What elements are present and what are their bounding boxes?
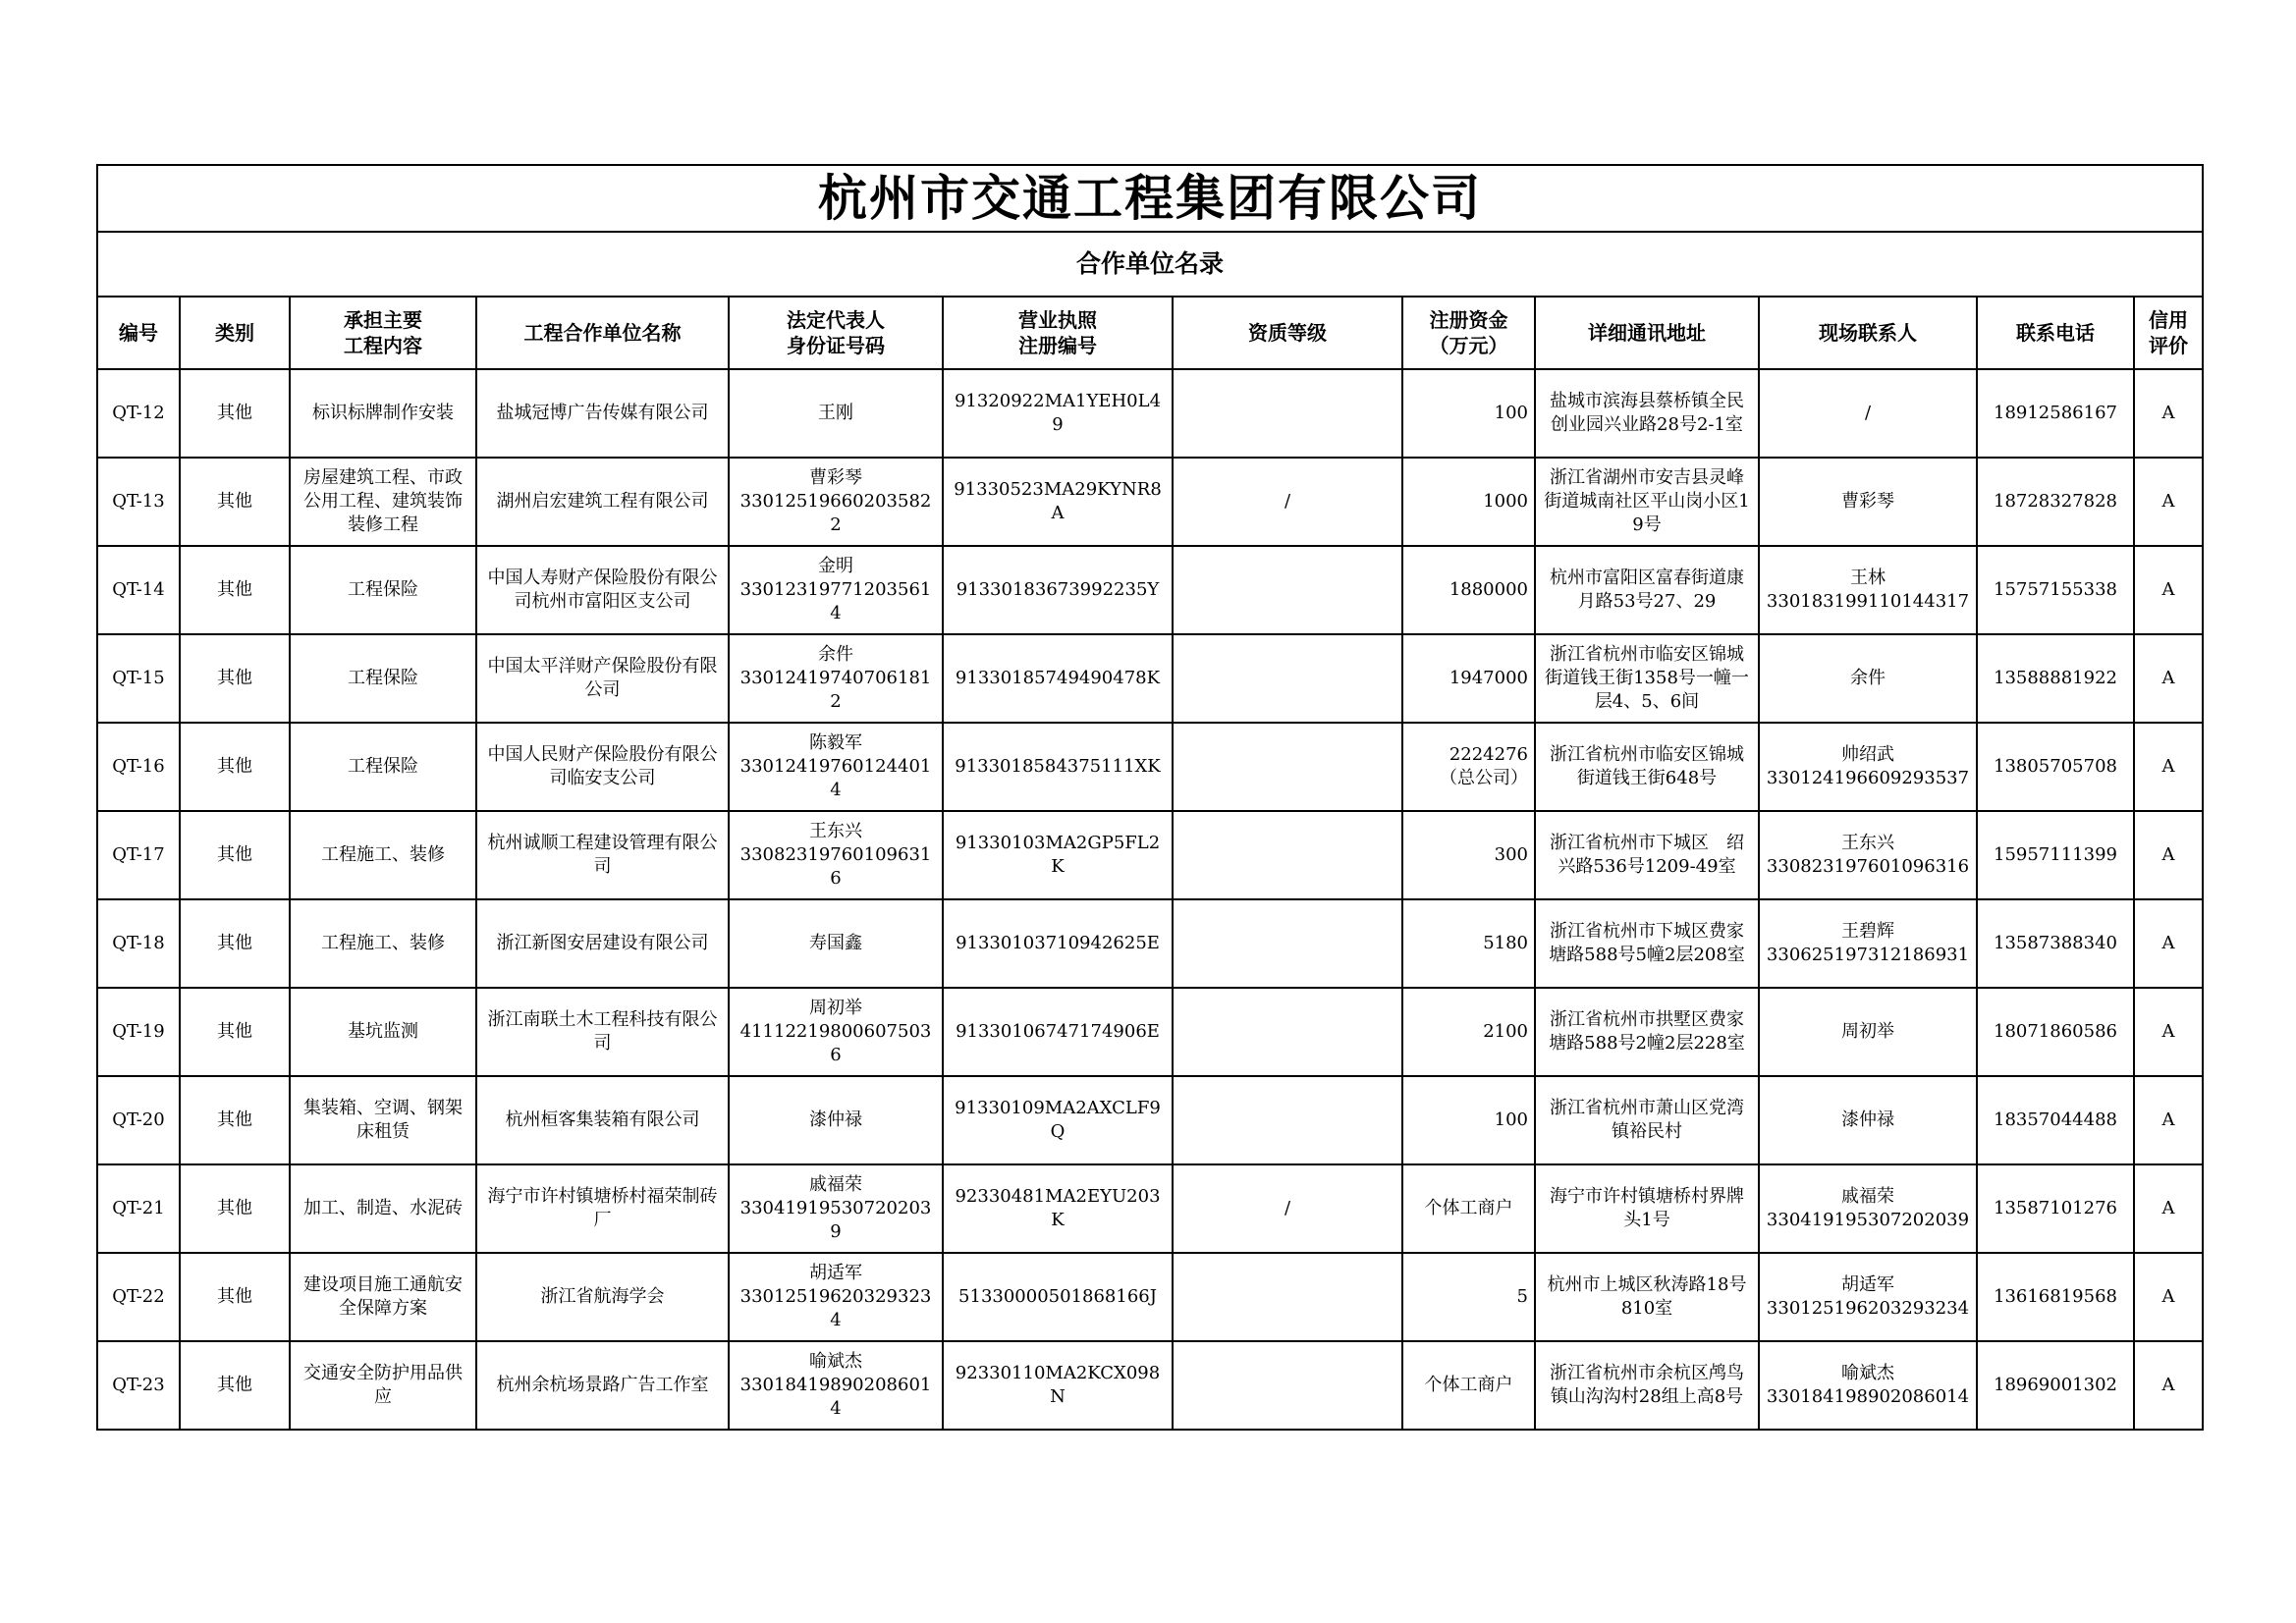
cell-credit: A (2134, 1341, 2203, 1430)
table-row (97, 1253, 2203, 1341)
cell-contact: 周初举 (1759, 988, 1977, 1076)
cell-code: QT-13 (97, 458, 180, 546)
cell-code: QT-12 (97, 369, 180, 458)
table-row (97, 1164, 2203, 1253)
cell-phone: 18969001302 (1977, 1341, 2134, 1430)
cell-category: 其他 (180, 988, 290, 1076)
cell-code: QT-16 (97, 723, 180, 811)
cell-capital: 1000 (1402, 458, 1535, 546)
cell-contact: 王林 330183199110144317 (1759, 546, 1977, 634)
header-scope: 承担主要 工程内容 (290, 297, 476, 369)
cell-contact: 王东兴 330823197601096316 (1759, 811, 1977, 899)
cell-contact: 帅绍武 330124196609293537 (1759, 723, 1977, 811)
cell-scope: 标识标牌制作安装 (290, 369, 476, 458)
cell-address: 浙江省湖州市安吉县灵峰街道城南社区平山岗小区19号 (1535, 458, 1759, 546)
cell-category: 其他 (180, 1253, 290, 1341)
cell-scope: 建设项目施工通航安全保障方案 (290, 1253, 476, 1341)
cell-partner-name: 浙江南联土木工程科技有限公司 (476, 988, 729, 1076)
cell-legal-rep: 周初举 411122198006075036 (729, 988, 943, 1076)
cell-code: QT-20 (97, 1076, 180, 1164)
cell-license: 91330103MA2GP5FL2K (943, 811, 1173, 899)
cell-legal-rep: 王东兴 330823197601096316 (729, 811, 943, 899)
cell-credit: A (2134, 369, 2203, 458)
cell-partner-name: 海宁市许村镇塘桥村福荣制砖厂 (476, 1164, 729, 1253)
cell-legal-rep: 陈毅军 330124197601244014 (729, 723, 943, 811)
cell-phone: 18357044488 (1977, 1076, 2134, 1164)
cell-address: 浙江省杭州市临安区锦城街道钱王街648号 (1535, 723, 1759, 811)
cell-code: QT-23 (97, 1341, 180, 1430)
cell-partner-name: 中国人寿财产保险股份有限公司杭州市富阳区支公司 (476, 546, 729, 634)
cell-legal-rep: 喻斌杰 330184198902086014 (729, 1341, 943, 1430)
cell-category: 其他 (180, 899, 290, 988)
cell-qualification (1173, 1341, 1402, 1430)
cell-partner-name: 杭州桓客集装箱有限公司 (476, 1076, 729, 1164)
cell-license: 91330183673992235Y (943, 546, 1173, 634)
cell-scope: 基坑监测 (290, 988, 476, 1076)
cell-phone: 15757155338 (1977, 546, 2134, 634)
table-row (97, 1341, 2203, 1430)
cell-category: 其他 (180, 1164, 290, 1253)
cell-code: QT-19 (97, 988, 180, 1076)
cell-code: QT-14 (97, 546, 180, 634)
header-phone: 联系电话 (1977, 297, 2134, 369)
cell-phone: 13587101276 (1977, 1164, 2134, 1253)
cell-scope: 房屋建筑工程、市政公用工程、建筑装饰装修工程 (290, 458, 476, 546)
header-capital: 注册资金 （万元） (1402, 297, 1535, 369)
cell-contact: 胡适军 330125196203293234 (1759, 1253, 1977, 1341)
cell-credit: A (2134, 1253, 2203, 1341)
cell-license: 91330106747174906E (943, 988, 1173, 1076)
cell-credit: A (2134, 458, 2203, 546)
cell-legal-rep: 王刚 (729, 369, 943, 458)
cell-license: 91320922MA1YEH0L49 (943, 369, 1173, 458)
cell-phone: 13587388340 (1977, 899, 2134, 988)
cell-qualification (1173, 546, 1402, 634)
cell-address: 浙江省杭州市下城区费家塘路588号5幢2层208室 (1535, 899, 1759, 988)
cell-address: 浙江省杭州市下城区 绍兴路536号1209-49室 (1535, 811, 1759, 899)
cell-legal-rep: 金明 330123197712035614 (729, 546, 943, 634)
cell-legal-rep: 曹彩琴 330125196602035822 (729, 458, 943, 546)
cell-capital: 5 (1402, 1253, 1535, 1341)
cell-contact: 余件 (1759, 634, 1977, 723)
header-credit: 信用 评价 (2134, 297, 2203, 369)
cell-address: 海宁市许村镇塘桥村界牌头1号 (1535, 1164, 1759, 1253)
cell-address: 浙江省杭州市余杭区鸬鸟镇山沟沟村28组上高8号 (1535, 1341, 1759, 1430)
cell-legal-rep: 胡适军 330125196203293234 (729, 1253, 943, 1341)
cell-category: 其他 (180, 723, 290, 811)
cell-scope: 集装箱、空调、钢架床租赁 (290, 1076, 476, 1164)
cell-license: 91330109MA2AXCLF9Q (943, 1076, 1173, 1164)
cell-phone: 13616819568 (1977, 1253, 2134, 1341)
header-legal-rep: 法定代表人 身份证号码 (729, 297, 943, 369)
cell-partner-name: 中国太平洋财产保险股份有限公司 (476, 634, 729, 723)
cell-license: 91330185749490478K (943, 634, 1173, 723)
cell-address: 杭州市富阳区富春街道康月路53号27、29 (1535, 546, 1759, 634)
cell-capital: 5180 (1402, 899, 1535, 988)
cell-category: 其他 (180, 811, 290, 899)
cell-qualification: / (1173, 1164, 1402, 1253)
cell-license: 91330523MA29KYNR8A (943, 458, 1173, 546)
cell-contact: / (1759, 369, 1977, 458)
cell-category: 其他 (180, 458, 290, 546)
header-contact: 现场联系人 (1759, 297, 1977, 369)
cell-qualification (1173, 369, 1402, 458)
cell-scope: 加工、制造、水泥砖 (290, 1164, 476, 1253)
table-body (97, 369, 2203, 1430)
cell-category: 其他 (180, 634, 290, 723)
cell-partner-name: 杭州余杭场景路广告工作室 (476, 1341, 729, 1430)
cell-code: QT-15 (97, 634, 180, 723)
cell-capital: 1947000 (1402, 634, 1535, 723)
cell-credit: A (2134, 899, 2203, 988)
cell-contact: 戚福荣 330419195307202039 (1759, 1164, 1977, 1253)
cell-capital: 300 (1402, 811, 1535, 899)
cell-address: 浙江省杭州市临安区锦城街道钱王街1358号一幢一层4、5、6间 (1535, 634, 1759, 723)
cell-legal-rep: 戚福荣 330419195307202039 (729, 1164, 943, 1253)
table-row (97, 811, 2203, 899)
cell-scope: 工程保险 (290, 723, 476, 811)
cell-partner-name: 浙江省航海学会 (476, 1253, 729, 1341)
table-row (97, 546, 2203, 634)
cell-category: 其他 (180, 1076, 290, 1164)
cell-license: 91330103710942625E (943, 899, 1173, 988)
cell-legal-rep: 余件 330124197407061812 (729, 634, 943, 723)
cell-qualification (1173, 899, 1402, 988)
cell-credit: A (2134, 546, 2203, 634)
list-title: 合作单位名录 (97, 232, 2203, 297)
cell-scope: 交通安全防护用品供应 (290, 1341, 476, 1430)
cell-license: 92330481MA2EYU203K (943, 1164, 1173, 1253)
cell-contact: 漆仲禄 (1759, 1076, 1977, 1164)
page-title: 杭州市交通工程集团有限公司 (97, 165, 2203, 232)
cell-contact: 喻斌杰 330184198902086014 (1759, 1341, 1977, 1430)
cell-address: 杭州市上城区秋涛路18号810室 (1535, 1253, 1759, 1341)
cell-qualification (1173, 634, 1402, 723)
header-category: 类别 (180, 297, 290, 369)
cell-qualification: / (1173, 458, 1402, 546)
cell-partner-name: 杭州诚顺工程建设管理有限公司 (476, 811, 729, 899)
table-row (97, 634, 2203, 723)
cell-phone: 15957111399 (1977, 811, 2134, 899)
cell-category: 其他 (180, 369, 290, 458)
cell-legal-rep: 漆仲禄 (729, 1076, 943, 1164)
cell-license: 51330000501868166J (943, 1253, 1173, 1341)
cell-scope: 工程施工、装修 (290, 811, 476, 899)
cell-phone: 18071860586 (1977, 988, 2134, 1076)
cell-code: QT-21 (97, 1164, 180, 1253)
cell-partner-name: 浙江新图安居建设有限公司 (476, 899, 729, 988)
cell-capital: 2224276 （总公司） (1402, 723, 1535, 811)
cell-credit: A (2134, 634, 2203, 723)
table-row (97, 1076, 2203, 1164)
cell-category: 其他 (180, 1341, 290, 1430)
cell-qualification (1173, 1253, 1402, 1341)
partner-directory-table (96, 164, 2204, 1431)
cell-capital: 100 (1402, 369, 1535, 458)
cell-license: 9133018584375111XK (943, 723, 1173, 811)
cell-code: QT-18 (97, 899, 180, 988)
cell-code: QT-17 (97, 811, 180, 899)
cell-credit: A (2134, 723, 2203, 811)
cell-qualification (1173, 1076, 1402, 1164)
cell-capital: 个体工商户 (1402, 1341, 1535, 1430)
cell-partner-name: 盐城冠博广告传媒有限公司 (476, 369, 729, 458)
table-row (97, 369, 2203, 458)
cell-phone: 18728327828 (1977, 458, 2134, 546)
header-code: 编号 (97, 297, 180, 369)
cell-phone: 13588881922 (1977, 634, 2134, 723)
cell-capital: 100 (1402, 1076, 1535, 1164)
header-license: 营业执照 注册编号 (943, 297, 1173, 369)
table-row (97, 723, 2203, 811)
cell-contact: 曹彩琴 (1759, 458, 1977, 546)
table-row (97, 458, 2203, 546)
header-address: 详细通讯地址 (1535, 297, 1759, 369)
header-qualification: 资质等级 (1173, 297, 1402, 369)
cell-category: 其他 (180, 546, 290, 634)
cell-scope: 工程保险 (290, 634, 476, 723)
table-row (97, 988, 2203, 1076)
cell-credit: A (2134, 988, 2203, 1076)
cell-partner-name: 湖州启宏建筑工程有限公司 (476, 458, 729, 546)
cell-qualification (1173, 811, 1402, 899)
cell-contact: 王碧辉 330625197312186931 (1759, 899, 1977, 988)
cell-credit: A (2134, 1076, 2203, 1164)
cell-phone: 13805705708 (1977, 723, 2134, 811)
cell-qualification (1173, 723, 1402, 811)
cell-address: 盐城市滨海县蔡桥镇全民创业园兴业路28号2-1室 (1535, 369, 1759, 458)
cell-qualification (1173, 988, 1402, 1076)
header-row (97, 297, 2203, 369)
cell-phone: 18912586167 (1977, 369, 2134, 458)
cell-capital: 2100 (1402, 988, 1535, 1076)
cell-address: 浙江省杭州市萧山区党湾镇裕民村 (1535, 1076, 1759, 1164)
table-row (97, 899, 2203, 988)
cell-code: QT-22 (97, 1253, 180, 1341)
cell-capital: 1880000 (1402, 546, 1535, 634)
cell-credit: A (2134, 811, 2203, 899)
cell-license: 92330110MA2KCX098N (943, 1341, 1173, 1430)
cell-credit: A (2134, 1164, 2203, 1253)
cell-address: 浙江省杭州市拱墅区费家塘路588号2幢2层228室 (1535, 988, 1759, 1076)
cell-capital: 个体工商户 (1402, 1164, 1535, 1253)
header-partner-name: 工程合作单位名称 (476, 297, 729, 369)
cell-legal-rep: 寿国鑫 (729, 899, 943, 988)
cell-scope: 工程保险 (290, 546, 476, 634)
cell-partner-name: 中国人民财产保险股份有限公司临安支公司 (476, 723, 729, 811)
cell-scope: 工程施工、装修 (290, 899, 476, 988)
